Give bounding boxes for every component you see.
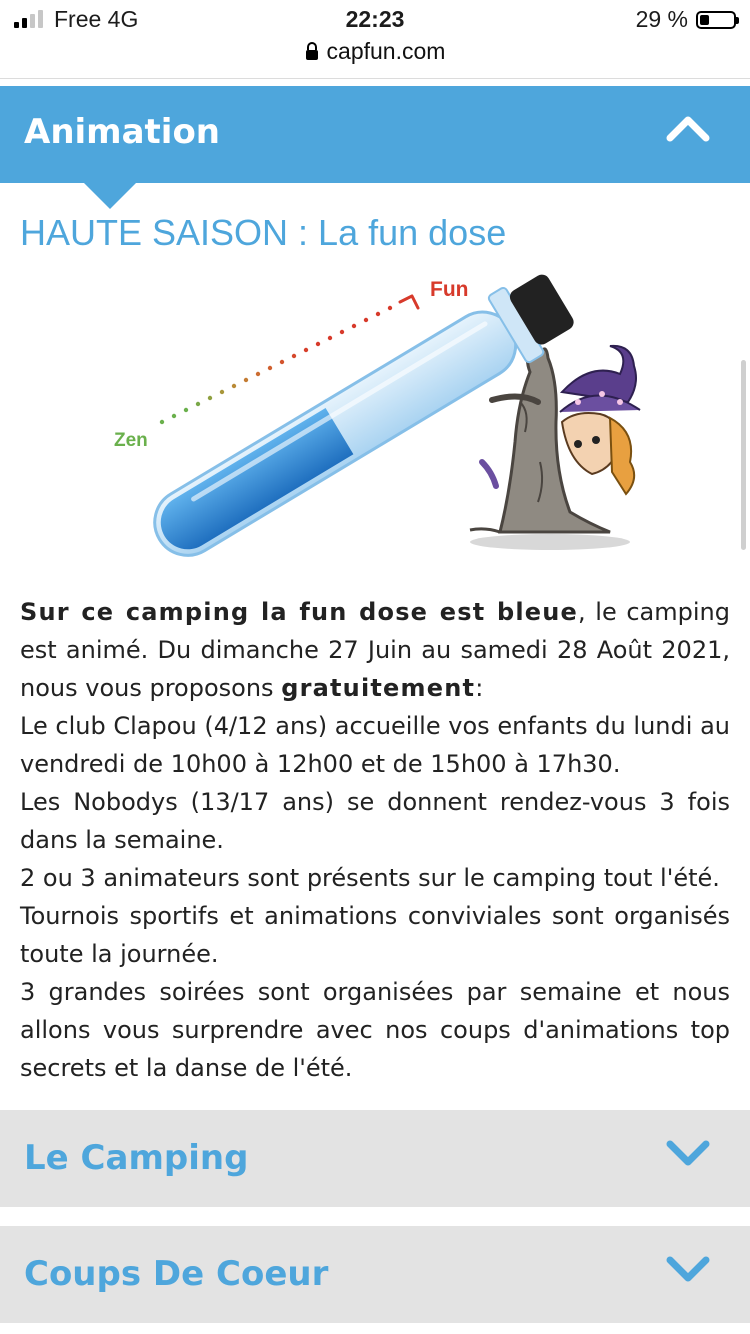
highlight-text: gratuitement [281,674,476,702]
battery-status [636,6,736,33]
accordion-header-le-camping[interactable] [0,1110,750,1207]
status-bar [0,0,750,42]
lock-icon [305,39,319,66]
highlight-text: Sur ce camping la fun dose est bleue [20,598,578,626]
divider [0,78,750,79]
paragraph: Les Nobodys (13/17 ans) se donnent rendez-vous 3 fois dans la semaine. [20,788,730,854]
scrollbar[interactable] [741,360,746,550]
battery-percent: 29 % [635,6,688,32]
paragraph: 2 ou 3 animateurs sont présents sur le camping tout l'été. [20,864,720,892]
paragraph [20,593,730,707]
paragraph: Tournois sportifs et animations conviviales sont organisés toute la journée. [20,902,730,968]
accordion-header-animation[interactable] [0,86,750,183]
accordion-title: Coups De Coeur [24,1254,329,1294]
clock: 22:23 [345,6,405,32]
fun-label: Fun [430,278,469,301]
section-title: HAUTE SAISON : La fun dose [20,212,507,253]
address-bar[interactable] [0,38,750,74]
chevron-down-icon[interactable] [666,1138,710,1172]
animation-description [20,593,730,1087]
header-pointer [84,183,136,209]
accordion-title: Le Camping [24,1138,249,1178]
chevron-down-icon[interactable] [666,1254,710,1288]
paragraph: 3 grandes soirées sont organisées par semaine et nous allons vous surprendre avec nos coups d'animations top secrets et la danse de l'été. [20,978,730,1082]
paragraph: Le club Clapou (4/12 ans) accueille vos enfants du lundi au vendredi de 10h00 à 12h00 et de 15h00 à 17h30. [20,712,730,778]
fun-dose-illustration [100,262,660,562]
chevron-up-icon[interactable] [666,112,710,146]
zen-label: Zen [114,430,148,451]
carrier-label: Free 4G [54,6,139,32]
paragraph-text: , le camping est animé. Du dimanche 27 Juin au samedi 28 Août 2021, nous vous proposons [20,598,730,702]
battery-icon [696,11,736,29]
paragraph-text: : [475,674,484,702]
url-text: capfun.com [326,38,446,64]
accordion-title: Animation [24,112,221,152]
accordion-header-coups-de-coeur[interactable] [0,1226,750,1323]
